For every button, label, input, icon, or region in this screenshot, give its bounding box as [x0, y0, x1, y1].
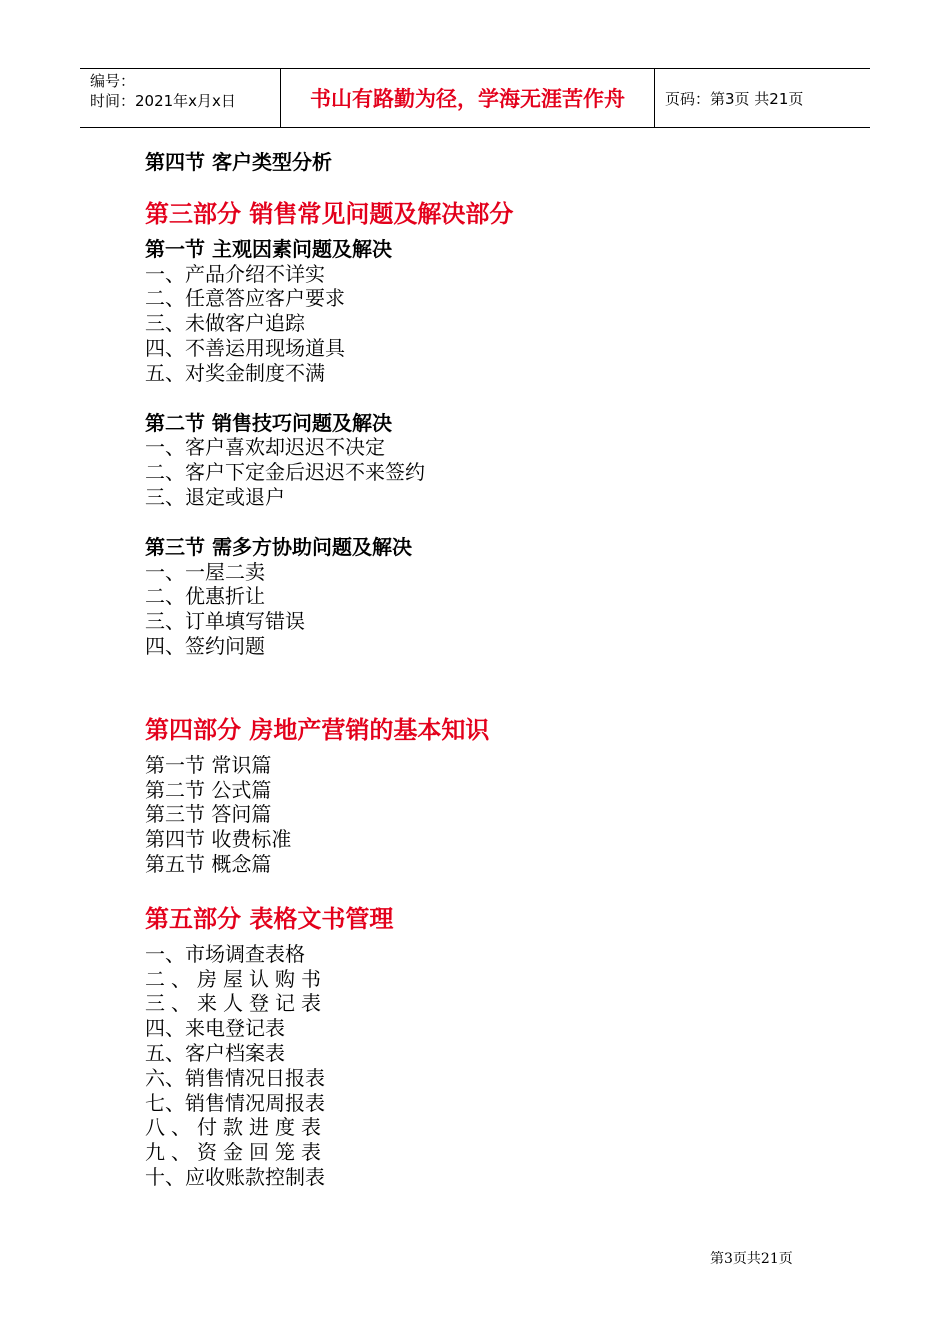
list-item: 十、应收账款控制表 — [145, 1164, 325, 1189]
part-title: 第四部分 房地产营销的基本知识 — [145, 715, 490, 744]
section-title: 第三节 需多方协助问题及解决 — [145, 534, 412, 559]
list-item: 五、客户档案表 — [145, 1040, 285, 1065]
page-header — [80, 68, 870, 128]
section-title: 第四节 客户类型分析 — [145, 150, 332, 174]
list-item: 一、一屋二卖 — [145, 559, 265, 584]
page-footer: 第3页共21页 — [710, 1251, 793, 1267]
list-item: 四、来电登记表 — [145, 1016, 285, 1041]
list-item: 七、销售情况周报表 — [145, 1090, 325, 1115]
list-item: 八、付款进度表 — [145, 1115, 327, 1140]
list-item: 一、客户喜欢却迟迟不决定 — [145, 435, 385, 460]
page-label: 页码：第3页 共21页 — [665, 89, 804, 108]
header-motto — [281, 69, 655, 127]
list-item: 五、对奖金制度不满 — [145, 360, 325, 385]
list-item: 第三节 答问篇 — [145, 802, 272, 827]
part-title: 第五部分 表格文书管理 — [145, 904, 394, 933]
list-item: 三、未做客户追踪 — [145, 311, 305, 336]
time-label: 时间：2021年x月x日 — [90, 92, 236, 110]
list-item: 一、产品介绍不详实 — [145, 261, 325, 286]
part-title: 第三部分 销售常见问题及解决部分 — [145, 199, 514, 228]
section-title: 第二节 销售技巧问题及解决 — [145, 410, 392, 435]
list-item: 二、任意答应客户要求 — [145, 286, 345, 311]
list-item: 三、退定或退户 — [145, 484, 285, 509]
list-item: 一、市场调查表格 — [145, 941, 305, 966]
list-item: 三、订单填写错误 — [145, 609, 305, 634]
section-title: 第一节 主观因素问题及解决 — [145, 236, 392, 261]
list-item: 二、房屋认购书 — [145, 966, 327, 991]
header-meta — [80, 69, 281, 127]
list-item: 四、签约问题 — [145, 633, 265, 658]
list-item: 二、客户下定金后迟迟不来签约 — [145, 460, 425, 485]
list-item: 二、优惠折让 — [145, 584, 265, 609]
doc-number-label: 编号： — [90, 72, 136, 90]
list-item: 第五节 概念篇 — [145, 851, 272, 876]
list-item: 四、不善运用现场道具 — [145, 335, 345, 360]
motto-text: 书山有路勤为径，学海无涯苦作舟 — [310, 87, 625, 111]
table-of-contents — [145, 150, 845, 1190]
list-item: 九、资金回笼表 — [145, 1140, 327, 1165]
header-page — [655, 69, 870, 127]
list-item: 第二节 公式篇 — [145, 777, 272, 802]
list-item: 六、销售情况日报表 — [145, 1065, 325, 1090]
list-item: 三、来人登记表 — [145, 991, 327, 1016]
list-item: 第四节 收费标准 — [145, 827, 292, 852]
list-item: 第一节 常识篇 — [145, 752, 272, 777]
